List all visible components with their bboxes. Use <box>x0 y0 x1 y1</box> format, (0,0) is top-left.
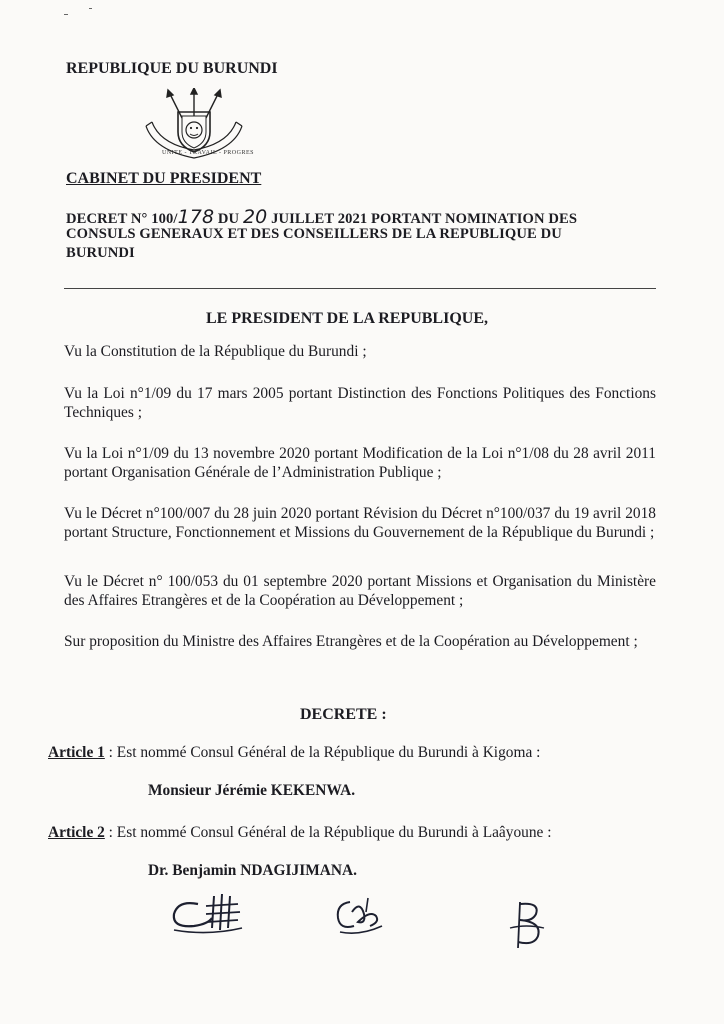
recital-loi-2005: Vu la Loi n°1/09 du 17 mars 2005 portant Distinction des Fonctions Politiques des Fonctions Techniques ; <box>64 385 656 421</box>
decree-title-line2: CONSULS GENERAUX ET DES CONSEILLERS DE LA REPUBLIQUE DU <box>66 226 562 242</box>
handwritten-decree-day: 20 <box>242 206 268 228</box>
initials-signature-3 <box>506 898 550 952</box>
article-2-text: : Est nommé Consul Général de la République du Burundi à Laâyoune : <box>104 824 552 841</box>
president-heading: LE PRESIDENT DE LA REPUBLIQUE, <box>206 310 488 327</box>
scan-speck <box>89 8 92 9</box>
republic-heading: REPUBLIQUE DU BURUNDI <box>66 60 278 77</box>
recital-constitution: Vu la Constitution de la République du Burundi ; <box>64 343 367 360</box>
recital-loi-2020: Vu la Loi n°1/09 du 13 novembre 2020 portant Modification de la Loi n°1/08 du 28 avril 2011 portant Organisation Générale de l’Administration Publique ; <box>64 445 656 481</box>
article-1-appointee: Monsieur Jérémie KEKENWA. <box>148 782 356 799</box>
decree-title-line3: BURUNDI <box>66 245 135 261</box>
article-2 <box>48 824 552 842</box>
scan-speck <box>64 14 68 15</box>
initials-signature-1 <box>168 888 252 940</box>
handwritten-decree-number: 178 <box>177 206 215 228</box>
decrete-heading: DECRETE : <box>300 706 387 723</box>
decree-date-suffix: JUILLET 2021 PORTANT NOMINATION DES <box>267 211 578 227</box>
cabinet-heading: CABINET DU PRESIDENT <box>66 170 262 187</box>
decree-title-line1 <box>66 206 577 228</box>
article-2-label: Article 2 <box>48 824 105 841</box>
decree-number-prefix: DECRET N° 100/ <box>66 211 178 227</box>
title-divider <box>64 288 656 289</box>
coat-of-arms-motto: UNITE - TRAVAIL - PROGRES <box>162 150 254 156</box>
article-1-label: Article 1 <box>48 744 105 761</box>
article-1 <box>48 744 540 762</box>
initials-signature-2 <box>330 892 390 942</box>
recital-decret-2020-structure: Vu le Décret n°100/007 du 28 juin 2020 portant Révision du Décret n°100/037 du 19 avril 2018 portant Structure, Fonctionnement et Missions du Gouvernement de la République du Burundi ; <box>64 505 656 541</box>
recital-decret-2020-missions: Vu le Décret n° 100/053 du 01 septembre 2020 portant Missions et Organisation du Ministère des Affaires Etrangères et de la Coopération au Développement ; <box>64 573 656 609</box>
recital-proposition: Sur proposition du Ministre des Affaires Etrangères et de la Coopération au Développement ; <box>64 633 638 650</box>
article-1-text: : Est nommé Consul Général de la République du Burundi à Kigoma : <box>104 744 541 761</box>
decree-date-prefix: DU <box>214 211 243 227</box>
article-2-appointee: Dr. Benjamin NDAGIJIMANA. <box>148 862 357 879</box>
